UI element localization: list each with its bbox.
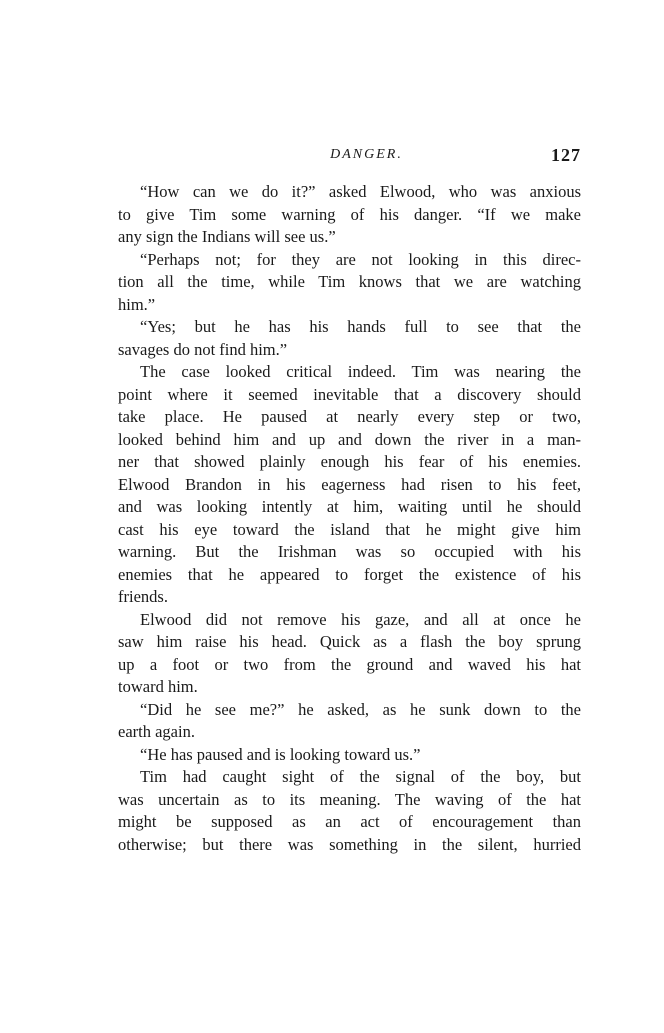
- text-line: to give Tim some warning of his danger. “If we make: [118, 204, 581, 224]
- running-head: [118, 147, 581, 171]
- text-line: Tim had caught sight of the signal of the boy, but: [140, 767, 581, 786]
- page-number: 127: [551, 145, 581, 165]
- text-line: warning. But the Irishman was so occupied with his: [118, 542, 581, 561]
- text-line: looked behind him and up and down the river in a man-: [118, 429, 581, 449]
- text-line: otherwise; but there was something in the silent, hurried: [118, 834, 581, 854]
- text-line: point where it seemed inevitable that a discovery should: [118, 384, 581, 404]
- text-line: “How can we do it?” asked Elwood, who was anxious: [140, 182, 581, 201]
- text-line: any sign the Indians will see us.”: [118, 227, 336, 246]
- text-line: up a foot or two from the ground and waved his hat: [118, 654, 581, 674]
- text-line: might be supposed as an act of encouragement than: [118, 812, 581, 831]
- text-line: Elwood did not remove his gaze, and all at once he: [140, 609, 581, 629]
- text-line: take place. He paused at nearly every step or two,: [118, 407, 581, 426]
- body-text: [118, 181, 581, 856]
- text-line: enemies that he appeared to forget the existence of his: [118, 564, 581, 584]
- text-line: “He has paused and is looking toward us.”: [140, 744, 421, 764]
- text-line: “Perhaps not; for they are not looking in this direc-: [140, 249, 581, 269]
- text-line: cast his eye toward the island that he might give him: [118, 519, 581, 539]
- text-line: was uncertain as to its meaning. The waving of the hat: [118, 789, 581, 809]
- text-line: The case looked critical indeed. Tim was nearing the: [140, 362, 581, 381]
- text-line: Elwood Brandon in his eagerness had risen to his feet,: [118, 474, 581, 494]
- text-line: “Did he see me?” he asked, as he sunk down to the: [140, 699, 581, 719]
- text-line: toward him.: [118, 677, 198, 696]
- text-line: friends.: [118, 587, 168, 606]
- running-title: DANGER.: [330, 147, 403, 162]
- text-line: ner that showed plainly enough his fear of his enemies.: [118, 452, 581, 471]
- text-line: tion all the time, while Tim knows that we are watching: [118, 272, 581, 291]
- text-line: and was looking intently at him, waiting until he should: [118, 497, 581, 516]
- text-line: saw him raise his head. Quick as a flash the boy sprung: [118, 632, 581, 651]
- text-line: savages do not find him.”: [118, 339, 288, 359]
- text-line: earth again.: [118, 722, 195, 741]
- text-line: him.”: [118, 294, 156, 314]
- text-line: “Yes; but he has his hands full to see that the: [140, 317, 581, 336]
